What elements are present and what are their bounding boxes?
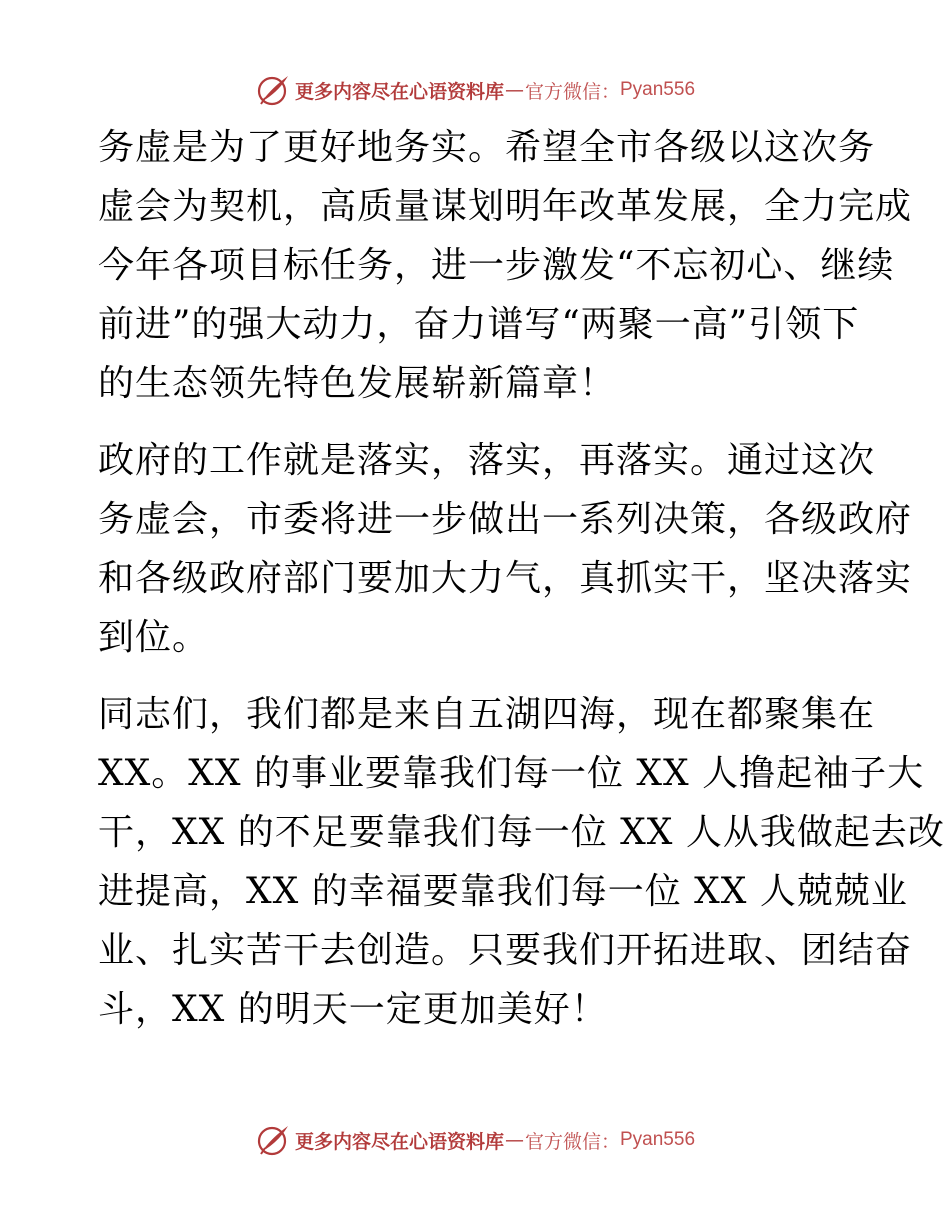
text-line: 务虚是为了更好地务实。希望全市各级以这次务 bbox=[98, 127, 876, 168]
footer-wechat-id: Pyan556 bbox=[620, 1129, 696, 1150]
header-separator: — bbox=[504, 79, 524, 101]
header-wechat-id: Pyan556 bbox=[620, 79, 696, 100]
quill-pen-circle-icon bbox=[255, 1122, 291, 1158]
header-banner bbox=[0, 70, 950, 110]
footer-banner bbox=[0, 1120, 950, 1160]
header-title: 更多内容尽在心语资料库 bbox=[294, 80, 504, 103]
quill-pen-circle-icon bbox=[255, 72, 291, 108]
text-line: 前进”的强大动力，奋力谱写“两聚一高”引领下 bbox=[98, 304, 860, 345]
text-line: 业、扎实苦干去创造。只要我们开拓进取、团结奋 bbox=[98, 930, 913, 971]
document-body bbox=[98, 118, 945, 1057]
paragraph-3 bbox=[98, 685, 945, 1039]
text-line: XX。XX 的事业要靠我们每一位 XX 人撸起袖子大 bbox=[98, 753, 925, 794]
text-line: 的生态领先特色发展崭新篇章！ bbox=[98, 363, 617, 404]
text-line: 同志们，我们都是来自五湖四海，现在都聚集在 bbox=[98, 694, 876, 735]
text-line: 和各级政府部门要加大力气，真抓实干，坚决落实 bbox=[98, 558, 913, 599]
text-line: 进提高，XX 的幸福要靠我们每一位 XX 人兢兢业 bbox=[98, 871, 908, 912]
text-line: 干，XX 的不足要靠我们每一位 XX 人从我做起去改 bbox=[98, 812, 945, 853]
footer-title: 更多内容尽在心语资料库 bbox=[294, 1130, 504, 1153]
paragraph-1 bbox=[98, 118, 913, 413]
text-line: 政府的工作就是落实，落实，再落实。通过这次 bbox=[98, 440, 876, 481]
paragraph-2 bbox=[98, 431, 913, 667]
text-line: 今年各项目标任务，进一步激发“不忘初心、继续 bbox=[98, 245, 895, 286]
footer-wechat-label: 官方微信： bbox=[524, 1130, 620, 1153]
header-wechat-label: 官方微信： bbox=[524, 80, 620, 103]
text-line: 虚会为契机，高质量谋划明年改革发展，全力完成 bbox=[98, 186, 913, 227]
text-line: 务虚会，市委将进一步做出一系列决策，各级政府 bbox=[98, 499, 913, 540]
text-line: 斗，XX 的明天一定更加美好！ bbox=[98, 989, 608, 1030]
footer-separator: — bbox=[504, 1129, 524, 1151]
text-line: 到位。 bbox=[98, 617, 210, 658]
